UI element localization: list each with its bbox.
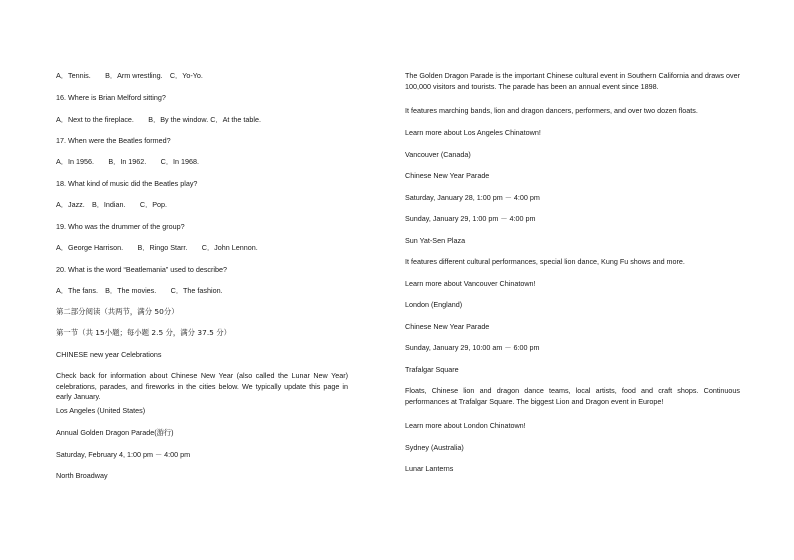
vancouver-place: Sun Yat-Sen Plaza — [405, 236, 466, 245]
london-city: London (England) — [405, 300, 463, 309]
question-18-options: A．Jazz. B．Indian. C．Pop. — [56, 200, 168, 209]
question-15-options: A．Tennis. B．Arm wrestling. C．Yo-Yo. — [56, 71, 203, 80]
question-20-options: A．The fans. B．The movies. C．The fashion. — [56, 286, 223, 295]
la-city: Los Angeles (United States) — [56, 406, 146, 415]
vancouver-event: Chinese New Year Parade — [405, 171, 490, 180]
passage-intro: Check back for information about Chinese New Year (also called the Lunar New Year) celebrations, parades, and fireworks in the cities below. We typically update this page in early January. — [56, 371, 348, 401]
london-event: Chinese New Year Parade — [405, 322, 490, 331]
london-description: Floats, Chinese lion and dragon dance teams, local artists, food and craft shops. Continuous performances at Trafalgar Square. The biggest Lion and Dragon event in Europe! — [405, 386, 740, 406]
question-17-options: A．In 1956. B．In 1962. C．In 1968. — [56, 157, 200, 166]
vancouver-time-2: Sunday, January 29, 1:00 pm － 4:00 pm — [405, 214, 536, 223]
la-event: Annual Golden Dragon Parade(游行) — [56, 428, 174, 437]
question-16: 16. Where is Brian Melford sitting? — [56, 93, 166, 102]
la-description-1: The Golden Dragon Parade is the important Chinese cultural event in Southern California and draws over 100,000 visitors and tourists. The parade has been an annual event since 1898. — [405, 71, 740, 91]
london-time: Sunday, January 29, 10:00 am － 6:00 pm — [405, 343, 540, 352]
vancouver-description: It features different cultural performances, special lion dance, Kung Fu shows and more. — [405, 257, 685, 266]
question-16-options: A．Next to the fireplace. B．By the window. C．At the table. — [56, 115, 261, 124]
sydney-city: Sydney (Australia) — [405, 443, 464, 452]
la-place: North Broadway — [56, 471, 108, 480]
question-19: 19. Who was the drummer of the group? — [56, 222, 185, 231]
london-place: Trafalgar Square — [405, 365, 459, 374]
sydney-event: Lunar Lanterns — [405, 464, 454, 473]
part-2-heading: 第二部分阅读（共两节，满分 50分） — [56, 307, 179, 316]
question-20: 20. What is the word “Beatlemania” used to describe? — [56, 265, 227, 274]
vancouver-learn-more: Learn more about Vancouver Chinatown! — [405, 279, 536, 288]
question-19-options: A．George Harrison. B．Ringo Starr. C．John Lennon. — [56, 243, 258, 252]
vancouver-time-1: Saturday, January 28, 1:00 pm － 4:00 pm — [405, 193, 540, 202]
vancouver-city: Vancouver (Canada) — [405, 150, 471, 159]
la-description-2: It features marching bands, lion and dragon dancers, performers, and over two dozen floats. — [405, 106, 698, 115]
question-18: 18. What kind of music did the Beatles play? — [56, 179, 198, 188]
la-learn-more: Learn more about Los Angeles Chinatown! — [405, 128, 541, 137]
la-time: Saturday, February 4, 1:00 pm － 4:00 pm — [56, 450, 191, 459]
section-1-heading: 第一节（共 15小题；每小题 2.5 分，满分 37.5 分） — [56, 328, 232, 337]
london-learn-more: Learn more about London Chinatown! — [405, 421, 526, 430]
question-17: 17. When were the Beatles formed? — [56, 136, 171, 145]
passage-title: CHINESE new year Celebrations — [56, 350, 162, 359]
